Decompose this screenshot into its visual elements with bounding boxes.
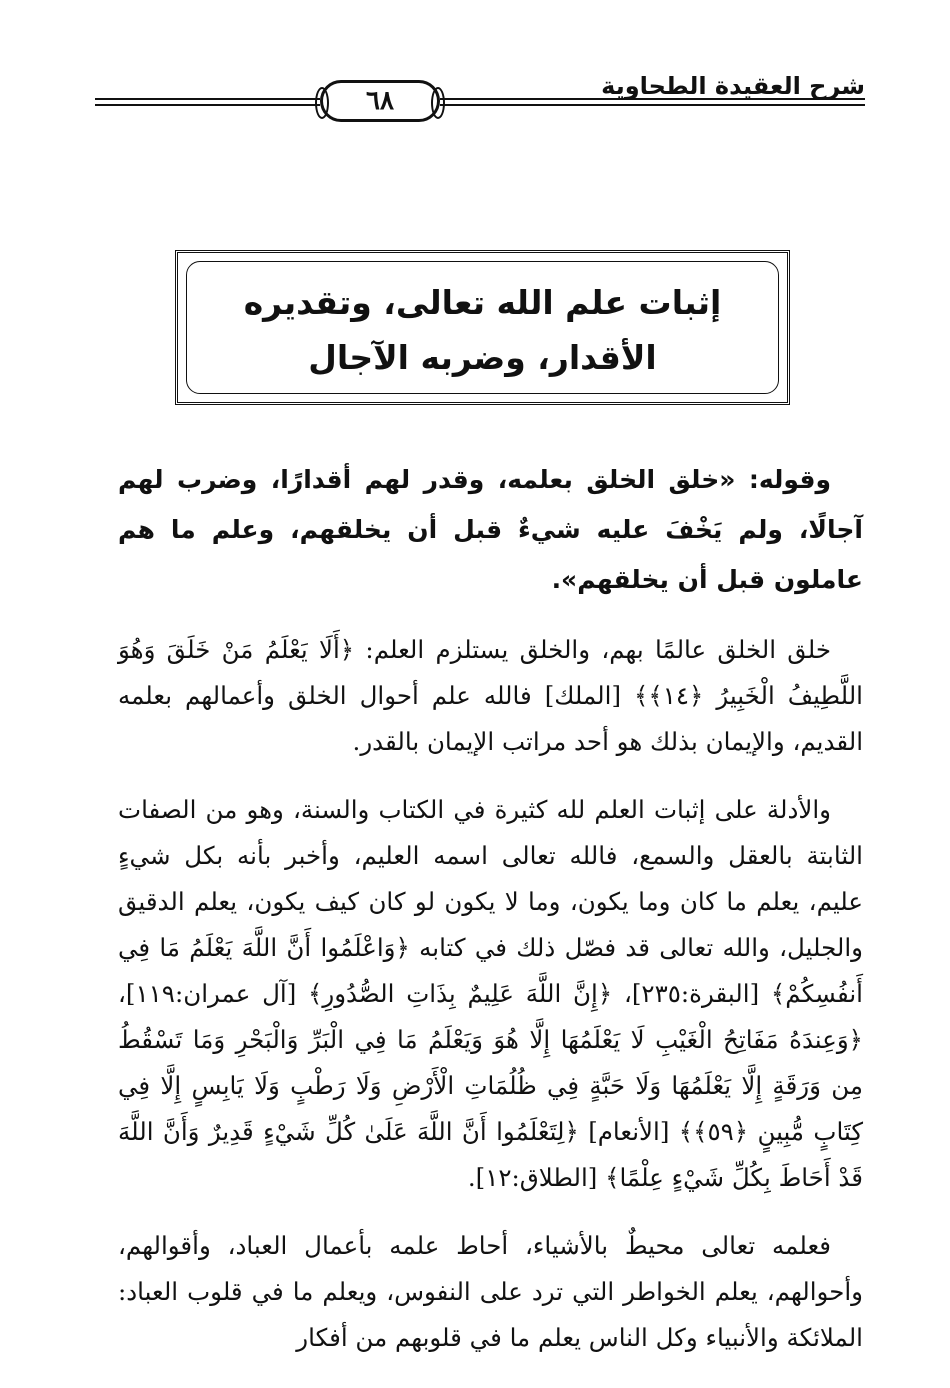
page-number: ٦٨ xyxy=(320,80,440,122)
commentary-paragraph: خلق الخلق عالمًا بهم، والخلق يستلزم العلم: ﴿أَلَا يَعْلَمُ مَنْ خَلَقَ وَهُوَ اللَّطِيفُ الْخَبِيرُ ﴿١٤﴾﴾ [الملك] فالله علم أحوال الخلق وأعمالهم بعلمه القديم، والإيمان بذلك هو أحد مراتب الإيمان بالقدر. xyxy=(118,635,863,756)
commentary-paragraph: فعلمه تعالى محيطٌ بالأشياء، أحاط علمه بأعمال العباد، وأقوالهم، وأحوالهم، يعلم الخواطر التي ترد على النفوس، ويعلم ما في قلوب العباد: الملائكة والأنبياء وكل الناس يعلم ما في قلوبهم من أفكار xyxy=(118,1231,863,1352)
commentary-paragraph: والأدلة على إثبات العلم لله كثيرة في الكتاب والسنة، وهو من الصفات الثابتة بالعقل والسمع، فالله تعالى اسمه العليم، وأخبر بأنه بكل شيءٍ عليم، يعلم ما كان وما يكون، وما لا يكون لو كان كيف يكون، يعلم الدقيق والجليل، والله تعالى قد فصّل ذلك في كتابه ﴿وَاعْلَمُوا أَنَّ اللَّهَ يَعْلَمُ مَا فِي أَنفُسِكُمْ﴾ [البقرة:٢٣٥]، ﴿إِنَّ اللَّهَ عَلِيمٌ بِذَاتِ الصُّدُورِ﴾ [آل عمران:١١٩]، ﴿وَعِندَهُ مَفَاتِحُ الْغَيْبِ لَا يَعْلَمُهَا إِلَّا هُوَ وَيَعْلَمُ مَا فِي الْبَرِّ وَالْبَحْرِ وَمَا تَسْقُطُ مِن وَرَقَةٍ إِلَّا يَعْلَمُهَا وَلَا حَبَّةٍ فِي ظُلُمَاتِ الْأَرْضِ وَلَا رَطْبٍ وَلَا يَابِسٍ إِلَّا فِي كِتَابٍ مُّبِينٍ ﴿٥٩﴾﴾ [الأنعام] ﴿لِتَعْلَمُوا أَنَّ اللَّهَ عَلَىٰ كُلِّ شَيْءٍ قَدِيرٌ وَأَنَّ اللَّهَ قَدْ أَحَاطَ بِكُلِّ شَيْءٍ عِلْمًا﴾ [الطلاق:١٢]. xyxy=(118,795,863,1192)
chapter-title: إثبات علم الله تعالى، وتقديره الأقدار، وضربه الآجال xyxy=(243,283,722,377)
header-rule xyxy=(95,98,320,100)
chapter-title-frame xyxy=(175,250,790,405)
quoted-matn-paragraph: وقوله: «خلق الخلق بعلمه، وقدر لهم أقدارًا، وضرب لهم آجالًا، ولم يَخْفَ عليه شيءٌ قبل أن يخلقهم، وعلم ما هم عاملون قبل أن يخلقهم». xyxy=(118,465,863,594)
header-rule xyxy=(95,104,320,106)
running-header xyxy=(95,70,865,130)
body-text xyxy=(118,455,863,1383)
book-title: شرح العقيدة الطحاوية xyxy=(601,72,865,100)
header-rule xyxy=(440,104,865,106)
